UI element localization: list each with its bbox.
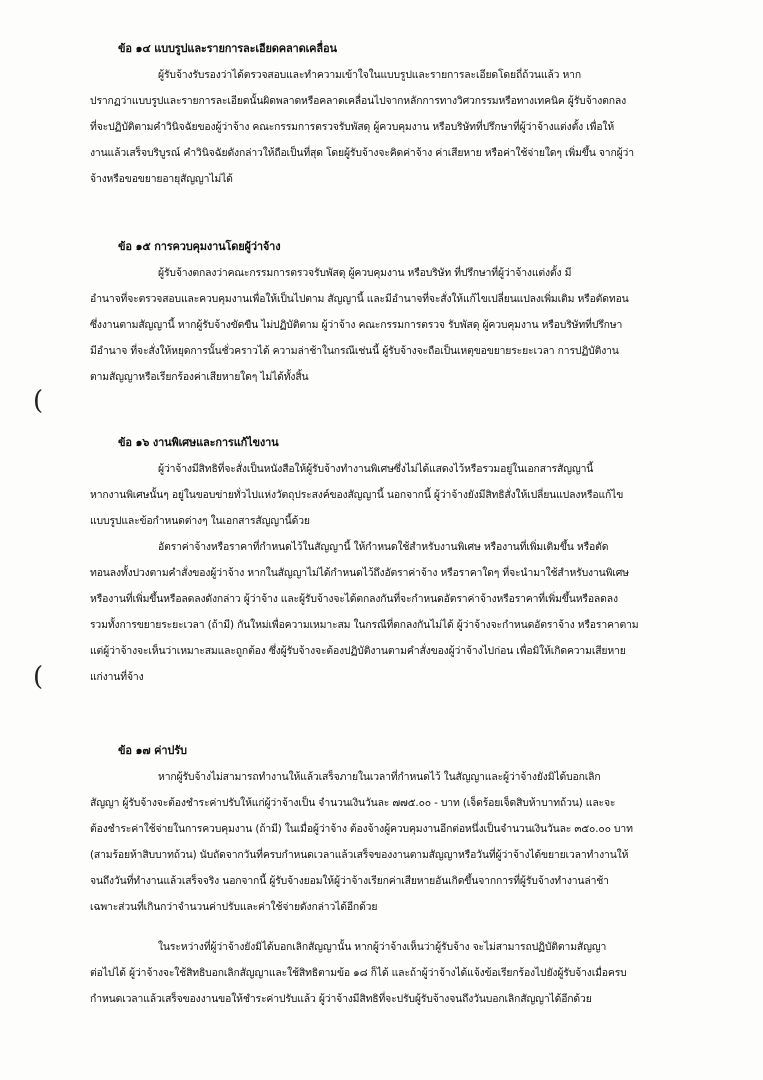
section-16-line-2: หากงานพิเศษนั้นๆ อยู่ในขอบข่ายทั่วไปแห่งวัตถุประสงค์ของสัญญานี้ นอกจากนี้ ผู้ว่าจ้างยังมีสิทธิสั่งให้เปลี่ยนแปลงหรือแก้ไข	[90, 489, 624, 501]
section-16-line-7: รวมทั้งการขยายระยะเวลา (ถ้ามี) กันใหม่เพื่อความเหมาะสม ในกรณีที่ตกลงกันไม่ได้ ผู้ว่าจ้างจะกำหนดอัตราจ้าง หรือราคาตาม	[90, 619, 639, 631]
section-15-line-2: อำนาจที่จะตรวจสอบและควบคุมงานเพื่อให้เป็นไปตาม สัญญานี้ และมีอำนาจที่จะสั่งให้แก้ไขเปลี่ยนแปลงเพิ่มเติม หรือตัดทอน	[90, 293, 629, 305]
section-16-line-5: ทอนลงทั้งปวงตามคำสั่งของผู้ว่าจ้าง หากในสัญญาไม่ได้กำหนดไว้ถึงอัตราค่าจ้าง หรือราคาใดๆ ที่จะนำมาใช้สำหรับงานพิเศษ	[90, 567, 629, 579]
section-16-line-9: แก่งานที่จ้าง	[90, 671, 144, 683]
section-17-heading: ข้อ ๑๗ ค่าปรับ	[118, 744, 187, 757]
section-14-line-2: ปรากฏว่าแบบรูปและรายการละเอียดนั้นผิดพลาดหรือคลาดเคลื่อนไปจากหลักการทางวิศวกรรมหรือทางเทคนิค ผู้รับจ้างตกลง	[90, 95, 627, 107]
section-16-line-4: อัตราค่าจ้างหรือราคาที่กำหนดไว้ในสัญญานี้ ให้กำหนดใช้สำหรับงานพิเศษ หรืองานที่เพิ่มเติมขึ้น หรือตัด	[158, 541, 609, 553]
section-14-heading: ข้อ ๑๔ แบบรูปและรายการละเอียดคลาดเคลื่อน	[118, 42, 337, 55]
section-17-line-8: ต่อไปได้ ผู้ว่าจ้างจะใช้สิทธิบอกเลิกสัญญาและใช้สิทธิตามข้อ ๑๘ ก็ได้ และถ้าผู้ว่าจ้างได้แจ้งข้อเรียกร้องไปยังผู้รับจ้างเมื่อครบ	[90, 967, 627, 979]
section-14-line-3: ที่จะปฏิบัติตามคำวินิจฉัยของผู้ว่าจ้าง คณะกรรมการตรวจรับพัสดุ ผู้ควบคุมงาน หรือบริษัทที่ปรึกษาที่ผู้ว่าจ้างแต่งตั้ง เพื่อให้	[90, 121, 615, 133]
section-15-line-4: มีอำนาจ ที่จะสั่งให้หยุดการนั้นชั่วคราวได้ ความล่าช้าในกรณีเช่นนี้ ผู้รับจ้างจะถือเป็นเหตุขอขยายระยะเวลา การปฏิบัติงาน	[90, 345, 619, 357]
section-16-line-6: หรืองานที่เพิ่มขึ้นหรือลดลงดังกล่าว ผู้ว่าจ้าง และผู้รับจ้างจะได้ตกลงกันที่จะกำหนดอัตราค่าจ้างหรือราคาที่เพิ่มขึ้นหรือลดลง	[90, 593, 618, 605]
section-17-line-7: ในระหว่างที่ผู้ว่าจ้างยังมิได้บอกเลิกสัญญานั้น หากผู้ว่าจ้างเห็นว่าผู้รับจ้าง จะไม่สามารถปฏิบัติตามสัญญา	[158, 941, 607, 953]
section-15-line-3: ซึ่งงานตามสัญญานี้ หากผู้รับจ้างขัดขืน ไม่ปฏิบัติตาม ผู้ว่าจ้าง คณะกรรมการตรวจ รับพัสดุ ผู้ควบคุมงาน หรือบริษัทที่ปรึกษา	[90, 319, 623, 331]
section-17-line-5: จนถึงวันที่ทำงานแล้วเสร็จจริง นอกจากนี้ ผู้รับจ้างยอมให้ผู้ว่าจ้างเรียกค่าเสียหายอันเกิดขึ้นจากการที่ผู้รับจ้างทำงานล่าช้า	[90, 875, 609, 887]
section-16-line-8: แต่ผู้ว่าจ้างจะเห็นว่าเหมาะสมและถูกต้อง ซึ่งผู้รับจ้างจะต้องปฏิบัติงานตามคำสั่งของผู้ว่าจ้างไปก่อน เพื่อมิให้เกิดความเสียหาย	[90, 645, 626, 657]
section-15-line-5: ตามสัญญาหรือเรียกร้องค่าเสียหายใดๆ ไม่ได้ทั้งสิ้น	[90, 371, 309, 383]
section-16-heading: ข้อ ๑๖ งานพิเศษและการแก้ไขงาน	[118, 436, 279, 449]
section-17-line-2: สัญญา ผู้รับจ้างจะต้องชำระค่าปรับให้แก่ผู้ว่าจ้างเป็น จำนวนเงินวันละ ๗๗๕.๐๐ - บาท (เจ็ดร้อยเจ็ดสิบห้าบาทถ้วน) และจะ	[90, 797, 616, 809]
section-16-line-3: แบบรูปและข้อกำหนดต่างๆ ในเอกสารสัญญานี้ด้วย	[90, 515, 310, 527]
section-15-line-1: ผู้รับจ้างตกลงว่าคณะกรรมการตรวจรับพัสดุ ผู้ควบคุมงาน หรือบริษัท ที่ปรึกษาที่ผู้ว่าจ้างแต่งตั้ง มี	[158, 267, 572, 279]
hole-punch-mark-1: (	[33, 386, 44, 416]
section-14-line-5: จ้างหรือขอขยายอายุสัญญาไม่ได้	[90, 173, 233, 185]
section-17-line-4: (สามร้อยห้าสิบบาทถ้วน) นับถัดจากวันที่ครบกำหนดเวลาแล้วเสร็จของงานตามสัญญาหรือวันที่ผู้ว่าจ้างได้ขยายเวลาทำงานให้	[90, 849, 629, 861]
section-17-line-6: เฉพาะส่วนที่เกินกว่าจำนวนค่าปรับและค่าใช้จ่ายดังกล่าวได้อีกด้วย	[90, 901, 378, 913]
section-17-line-1: หากผู้รับจ้างไม่สามารถทำงานให้แล้วเสร็จภายในเวลาที่กำหนดไว้ ในสัญญาและผู้ว่าจ้างยังมิได้บอกเลิก	[158, 771, 601, 783]
section-17-line-3: ต้องชำระค่าใช้จ่ายในการควบคุมงาน (ถ้ามี) ในเมื่อผู้ว่าจ้าง ต้องจ้างผู้ควบคุมงานอีกต่อหนึ่งเป็นจำนวนเงินวันละ ๓๕๐.๐๐ บาท	[90, 823, 633, 835]
hole-punch-mark-2: (	[33, 662, 44, 692]
section-14-line-1: ผู้รับจ้างรับรองว่าได้ตรวจสอบและทำความเข้าใจในแบบรูปและรายการละเอียดโดยถี่ถ้วนแล้ว หาก	[158, 69, 581, 81]
section-17-line-9: กำหนดเวลาแล้วเสร็จของงานขอให้ชำระค่าปรับแล้ว ผู้ว่าจ้างมีสิทธิที่จะปรับผู้รับจ้างจนถึงวันบอกเลิกสัญญาได้อีกด้วย	[90, 993, 592, 1005]
section-15-heading: ข้อ ๑๕ การควบคุมงานโดยผู้ว่าจ้าง	[118, 240, 281, 253]
section-14-line-4: งานแล้วเสร็จบริบูรณ์ คำวินิจฉัยดังกล่าวให้ถือเป็นที่สุด โดยผู้รับจ้างจะคิดค่าจ้าง ค่าเสียหาย หรือค่าใช้จ่ายใดๆ เพิ่มขึ้น จากผู้ว่า	[90, 147, 634, 159]
section-16-line-1: ผู้ว่าจ้างมีสิทธิที่จะสั่งเป็นหนังสือให้ผู้รับจ้างทำงานพิเศษซึ่งไม่ได้แสดงไว้หรือรวมอยู่ในเอกสารสัญญานี้	[158, 463, 594, 475]
